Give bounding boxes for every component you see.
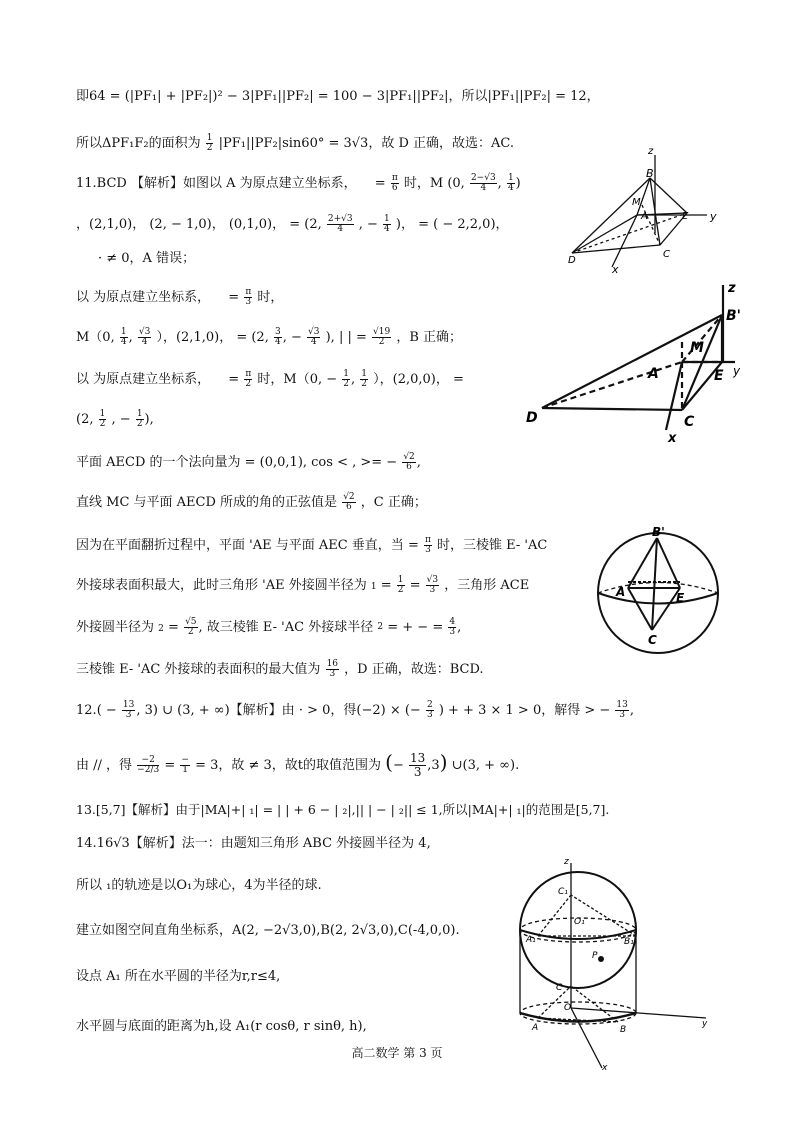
fraction	[409, 752, 426, 779]
figure-pyramid-2	[520, 280, 760, 450]
text-span: = 3，故 ≠ 3，故t的取值范围为	[195, 758, 382, 773]
text-line	[76, 660, 484, 679]
denominator: 4	[507, 183, 514, 193]
label-P: P	[592, 951, 598, 961]
numerator: √2	[403, 452, 415, 462]
fraction	[326, 660, 339, 679]
text-span: , −	[111, 412, 131, 427]
label-A1: A₁	[526, 935, 536, 945]
text-line: 11.BCD 【解析】如图以 A 为原点建立坐标系， = $\frac{\pi}{6}$ 时，M (0, $\frac{2-√3}{4}$ , $\frac{1}{4}$ )	[76, 173, 521, 193]
text-span: 故三棱锥 E- 'AC 外接球半径	[206, 620, 374, 635]
label-B: B'	[726, 308, 741, 324]
label-O1: O₁	[574, 917, 585, 927]
text-span: ∪ (3, + ∞)【解析】由 · > 0，得(−2) × (−	[162, 703, 421, 718]
fraction	[244, 288, 252, 307]
superscript: 2	[377, 622, 384, 632]
numerator: 3	[274, 327, 281, 337]
text-line: 所以 ₁的轨迹是以O₁为球心，4为半径的球.	[76, 878, 322, 893]
text-span: )， = ( − 2,2,0)，	[395, 217, 509, 232]
denominator: 4	[310, 337, 317, 347]
subscript: 2	[158, 624, 164, 634]
text-span: =	[374, 176, 386, 191]
denominator: 2	[378, 337, 385, 347]
text-line: 平面 AECD 的一个法向量为 = (0,0,1), cos < , >= − $\frac{√2}{6}$ ,	[76, 452, 421, 472]
text-span: 以 为原点建立坐标系，	[76, 372, 211, 387]
fraction	[307, 328, 320, 347]
numerator: 2−√3	[470, 173, 496, 183]
denominator: 4	[120, 337, 127, 347]
numerator: π	[424, 535, 431, 545]
denominator: 3	[329, 669, 336, 679]
text-line: 外接球表面积最大，此时三角形 'AE 外接圆半径为 1 = $\frac{1}{2}$ = $\frac{√3}{3}$ ，三角形 ACE	[76, 575, 530, 595]
numerator: 2	[426, 700, 433, 710]
numerator: 1	[99, 409, 106, 419]
text-span: ), | | =	[325, 330, 367, 345]
denominator: 2	[187, 627, 194, 637]
fraction	[137, 756, 159, 775]
text-span: , −	[358, 217, 378, 232]
numerator: √3	[308, 327, 320, 337]
fraction	[184, 618, 197, 637]
text-span: 时，	[257, 290, 284, 305]
denominator: 4	[480, 183, 487, 193]
text-span: ，D 正确，故选：BCD.	[344, 662, 484, 677]
denominator: 3	[426, 710, 433, 720]
fraction	[448, 618, 456, 637]
label-O: O	[564, 1003, 572, 1013]
text-span: =	[228, 372, 240, 387]
text-line	[76, 493, 427, 512]
figure-sphere	[590, 522, 730, 657]
numerator: 1	[120, 327, 127, 337]
fraction	[180, 756, 190, 775]
text-span: 12.	[76, 703, 97, 718]
paren: (	[385, 750, 393, 774]
text-span: 直线 MC 与平面 AECD 所成的角的正弦值是	[76, 495, 338, 510]
text-span: 所以ΔPF₁F₂的面积为	[76, 136, 201, 151]
numerator: 13	[122, 700, 135, 710]
numerator: −2	[137, 756, 159, 766]
fraction	[426, 701, 434, 720]
text-line: 外接圆半径为 2 = $\frac{√5}{2}$ , 故三棱锥 E- 'AC 外接球半径 $^2$ = + − = $\frac{4}{3}$ ,	[76, 617, 462, 637]
label-C1: C₁	[558, 887, 568, 897]
label-y: y	[710, 210, 717, 223]
text-span: ），(2,0,0)， =	[373, 372, 464, 387]
denominator: −2/3	[137, 765, 160, 775]
text-line: 即64 = (|PF₁| + |PF₂|)² − 3|PF₁||PF₂| = 100 − 3|PF₁||PF₂|，所以|PF₁||PF₂| = 12，	[76, 89, 600, 104]
text-line: 建立如图空间直角坐标系，A(2, −2√3,0),B(2, 2√3,0),C(-4,0,0).	[76, 923, 460, 938]
label-A: A	[532, 1023, 539, 1033]
denominator: 6	[406, 462, 412, 472]
denominator: 4	[274, 337, 281, 347]
numerator: 13	[616, 700, 628, 710]
denominator: 2	[397, 585, 404, 595]
numerator: π	[245, 369, 252, 379]
page-footer: 高二数学 第 3 页	[351, 1046, 443, 1060]
denominator: 2	[343, 379, 350, 389]
denominator: 3	[245, 297, 252, 307]
denominator: 2	[361, 379, 368, 389]
text-span: 时，M（0, −	[257, 372, 338, 387]
fraction	[244, 370, 252, 389]
text-line	[76, 134, 514, 153]
label-B: B'	[646, 167, 657, 180]
label-z: z	[728, 281, 736, 296]
denominator: 3	[413, 765, 422, 779]
fraction	[426, 576, 439, 595]
numerator: π	[245, 287, 252, 297]
text-line: 以 为原点建立坐标系， = $\frac{\pi}{2}$ 时，M（0, − $\frac{1}{2}$ , $\frac{1}{2}$ ），(2,0,0)， =	[76, 369, 464, 389]
text-span: + − =	[402, 620, 448, 635]
numerator: −	[181, 755, 189, 765]
denominator: 4	[384, 224, 390, 234]
numerator: √2	[343, 492, 355, 502]
fraction	[122, 701, 135, 720]
label-C: C	[663, 249, 670, 260]
numerator: 16	[326, 659, 339, 669]
paren: )	[439, 750, 448, 774]
label-x: x	[602, 1063, 608, 1073]
denominator: 4	[141, 337, 148, 347]
text-span: 以 为原点建立坐标系，	[76, 290, 211, 305]
text-span: ) + + 3 × 1 > 0，解得 > −	[438, 703, 611, 718]
label-C: C	[556, 983, 563, 993]
numerator: 1	[361, 369, 368, 379]
numerator: √19	[373, 327, 391, 337]
label-E: E	[676, 591, 685, 605]
text-line: 由 // ，得 $\frac{-2}{-2/3}$ = $\frac{-}{1}$ = 3，故 ≠ 3，故t的取值范围为 (− $\frac{13}{3}$ ,3) ∪(3, + ∞).	[76, 750, 520, 779]
label-C: C	[648, 633, 657, 647]
fraction	[327, 215, 354, 234]
numerator: 1	[384, 214, 390, 224]
label-y: y	[702, 1019, 708, 1029]
numerator: 1	[206, 133, 213, 143]
denominator: 6	[346, 502, 352, 512]
text-line	[76, 536, 547, 555]
denominator: 2	[206, 143, 213, 153]
fraction	[138, 328, 151, 347]
label-x: x	[612, 263, 619, 275]
numerator: 4	[449, 617, 456, 627]
label-B: B'	[652, 525, 665, 539]
numerator: 13	[410, 751, 426, 765]
text-line	[76, 215, 509, 234]
denominator: 3	[125, 710, 132, 720]
text-span: ），(2,1,0)， = (2,	[156, 330, 269, 345]
numerator: √5	[185, 617, 197, 627]
fraction	[342, 493, 355, 512]
denominator: 3	[425, 545, 431, 555]
denominator: 2	[99, 419, 106, 429]
fraction	[402, 453, 415, 472]
text-line: 水平圆与底面的距离为h,设 A₁(r cosθ, r sinθ, h),	[76, 1019, 367, 1034]
denominator: 3	[429, 585, 436, 595]
fraction	[372, 328, 391, 347]
numerator: 1	[136, 409, 143, 419]
sphere-outline	[520, 872, 636, 988]
label-M: M	[690, 340, 704, 356]
text-span: 由 // ，得	[76, 758, 133, 773]
label-A: A	[648, 366, 659, 382]
label-B1: B₁	[624, 937, 634, 947]
text-span: =	[387, 620, 403, 635]
label-B: B	[620, 1025, 627, 1035]
text-line: 设点 A₁ 所在水平圆的半径为r,r≤4,	[76, 969, 281, 984]
denominator: 6	[391, 183, 398, 193]
denominator: 3	[619, 710, 625, 720]
fraction	[424, 536, 432, 555]
text-span: ∪(3, + ∞).	[451, 758, 520, 773]
numerator: 1	[507, 173, 514, 183]
label-x: x	[668, 431, 677, 446]
text-span: ，(2,1,0)， (2, − 1,0)， (0,1,0)， = (2,	[76, 217, 322, 232]
text-line: 14.16√3【解析】法一：由题知三角形 ABC 外接圆半径为 4,	[76, 836, 431, 851]
label-D: D	[526, 410, 538, 426]
fraction	[206, 134, 214, 153]
figure-sphere-cylinder	[498, 858, 718, 1073]
numerator: √3	[426, 575, 439, 585]
fraction	[397, 576, 405, 595]
numerator: π	[391, 173, 398, 183]
label-A: A	[616, 585, 626, 599]
text-span: 三棱锥 E- 'AC 外接球的表面积的最大值为	[76, 662, 321, 677]
fraction	[136, 410, 144, 429]
label-M: M	[632, 197, 641, 208]
text-span: 因为在平面翻折过程中，平面 'AE 与平面 AEC 垂直，当 =	[76, 538, 419, 553]
text-span: ，三角形 ACE	[444, 578, 530, 593]
fraction	[99, 410, 107, 429]
fraction	[342, 370, 350, 389]
label-y: y	[733, 364, 741, 378]
fraction	[391, 174, 399, 193]
numerator: 1	[343, 369, 350, 379]
text-span: 时，三棱锥 E- 'AC	[437, 538, 548, 553]
y-axis	[571, 1008, 706, 1018]
label-z: z	[648, 146, 654, 157]
text-span: (2,	[76, 412, 94, 427]
fraction	[507, 174, 515, 193]
numerator: √3	[138, 327, 151, 337]
label-D: D	[568, 255, 576, 266]
subscript: 1	[370, 582, 377, 592]
label-C: C	[684, 414, 695, 430]
x-axis	[666, 362, 682, 430]
point-P	[598, 956, 604, 962]
fraction	[360, 370, 368, 389]
text-line: 13.[5,7]【解析】由于|MA|+| ₁| = | | + 6 − | ₂|,|| | − | ₂|| ≤ 1,所以|MA|+| ₁|的范围是[5,7].	[76, 802, 610, 817]
denominator: 2	[136, 419, 143, 429]
denominator: 4	[337, 224, 344, 234]
label-z: z	[564, 858, 569, 867]
text-line: · ≠ 0，A 错误；	[98, 251, 196, 266]
label-E: E	[714, 368, 724, 384]
text-span: 外接球表面积最大，此时三角形 'AE 外接圆半径为	[76, 578, 367, 593]
denominator: 1	[182, 765, 189, 775]
text-span: M（0,	[76, 330, 115, 345]
denominator: 2	[245, 379, 252, 389]
text-line: 12.( − $\frac{13}{3}$ , 3) ∪ (3, + ∞)【解析】由 · > 0，得(−2) × (− $\frac{2}{3}$ ) + + 3 × 1 > 0，解得 > − $\frac{13}{3}$ ,	[76, 700, 634, 720]
text-span: ，B 正确；	[396, 330, 463, 345]
text-span: 11.BCD 【解析】如图以 A 为原点建立坐标系，	[76, 176, 357, 191]
text-span: |PF₁||PF₂|sin60° = 3√3，故 D 正确，故选：AC.	[218, 136, 515, 151]
denominator: 3	[449, 627, 456, 637]
fraction	[470, 174, 497, 193]
text-line: M（0, $\frac{1}{4}$ , $\frac{√3}{4}$ ），(2,1,0)， = (2, $\frac{3}{4}$ , − $\frac{√3}{4}$ ), | | = $\frac{√19}{2}$ ，B 正确；	[76, 327, 463, 347]
text-span: ，C 正确；	[360, 495, 427, 510]
numerator: 2+√3	[327, 214, 353, 224]
text-span: 平面 AECD 的一个法向量为 = (0,0,1), cos < , >= −	[76, 455, 398, 470]
numerator: 1	[397, 575, 404, 585]
text-span: 时，M (0,	[403, 176, 465, 191]
fraction	[120, 328, 128, 347]
fraction	[383, 215, 391, 234]
text-line	[76, 288, 283, 307]
fraction	[615, 701, 628, 720]
text-span: =	[228, 290, 240, 305]
label-E: E	[682, 211, 689, 222]
label-A: A	[641, 211, 648, 222]
text-span: 外接圆半径为	[76, 620, 155, 635]
fraction	[274, 328, 282, 347]
text-line: (2, $\frac{1}{2}$ , − $\frac{1}{2}$ ),	[76, 409, 154, 429]
figure-pyramid-1	[562, 145, 732, 275]
